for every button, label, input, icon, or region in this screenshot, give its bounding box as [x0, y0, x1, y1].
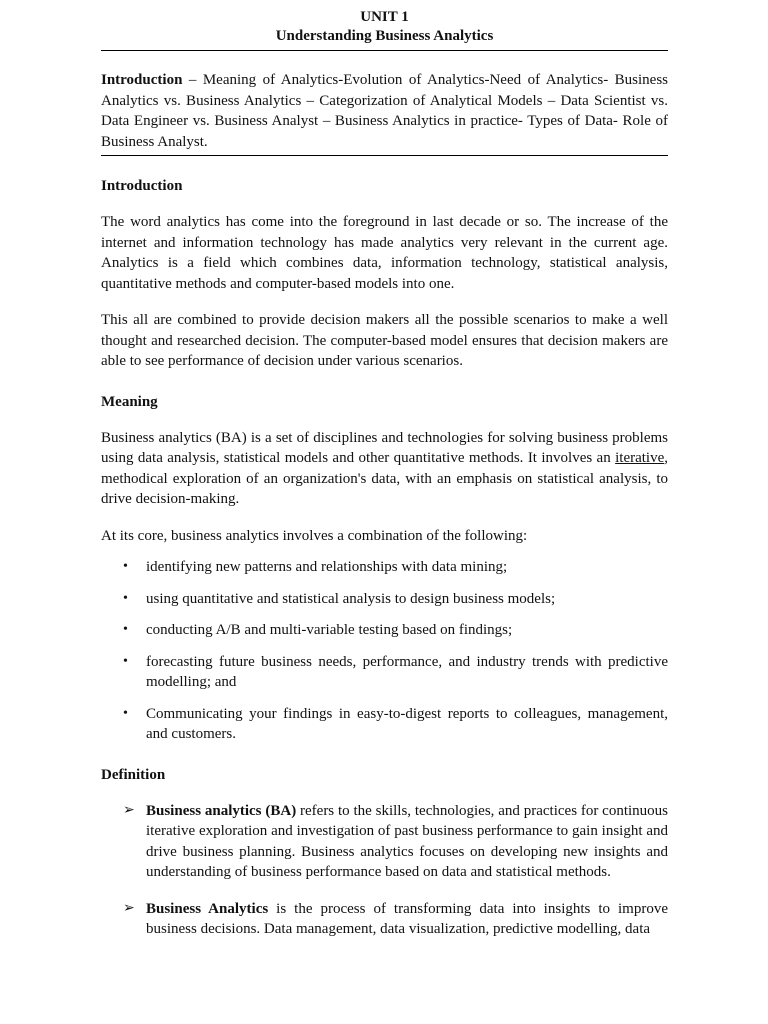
arrow-bullet-icon: ➢: [123, 802, 135, 818]
definition-heading: Definition: [101, 766, 166, 783]
meaning-text-after: , methodical exploration of an organization's data, with an emphasis on statistical analysis, to drive decision-making.: [101, 450, 668, 507]
synopsis-text: – Meaning of Analytics-Evolution of Analytics-Need of Analytics- Business Analytics vs. Business Analytics – Categorization of Analytical Models – Data Scientist vs. Data Engineer vs. Business Analyst – Business Analytics in practice- Types of Data- Role of Business Analyst.: [101, 72, 668, 150]
analytics-components-list: [101, 557, 668, 745]
list-item-text: conducting A/B and multi-variable testing based on findings;: [146, 622, 513, 638]
list-item-text: forecasting future business needs, performance, and industry trends with predictive modelling; and: [146, 653, 668, 690]
bullet-icon: •: [123, 622, 128, 637]
meaning-paragraph-2: At its core, business analytics involves a combination of the following:: [101, 527, 528, 544]
list-item-text: identifying new patterns and relationships with data mining;: [146, 559, 508, 575]
unit-label: UNIT 1: [360, 9, 409, 25]
definition-term: Business Analytics: [146, 900, 269, 917]
unit-synopsis: [101, 70, 668, 152]
list-item: [101, 589, 668, 610]
definition-item: [101, 899, 668, 940]
list-item: [101, 620, 668, 641]
arrow-bullet-icon: ➢: [123, 900, 135, 916]
definition-item: [101, 801, 668, 883]
definition-list: [101, 801, 668, 940]
meaning-paragraph-1: [101, 428, 668, 510]
list-item: [101, 557, 668, 578]
bullet-icon: •: [123, 590, 128, 606]
bullet-icon: •: [123, 653, 128, 669]
definition-text: is the process of transforming data into insights to improve business decisions. Data management, data visualization, predictive modelling, data: [146, 900, 668, 937]
introduction-heading: Introduction: [101, 178, 183, 194]
iterative-link[interactable]: iterative: [615, 450, 665, 466]
list-item-text: Communicating your findings in easy-to-digest reports to colleagues, management, and customers.: [146, 705, 668, 742]
introduction-paragraph-1: The word analytics has come into the foreground in last decade or so. The increase of the internet and information technology has made analytics very relevant in the current age. Analytics is a field which combines data, information technology, statistical analysis, quantitative methods and computer-based models into one.: [101, 214, 668, 292]
list-item: [101, 704, 668, 745]
bullet-icon: •: [123, 559, 128, 574]
definition-term: Business analytics: [146, 802, 262, 819]
list-item-text: using quantitative and statistical analysis to design business models;: [146, 590, 556, 607]
definition-abbr: (BA): [265, 802, 297, 819]
list-item: [101, 652, 668, 693]
document-page: [101, 8, 668, 940]
synopsis-lead: Introduction: [101, 72, 183, 88]
introduction-paragraph-2: This all are combined to provide decision makers all the possible scenarios to make a well thought and researched decision. The computer-based model ensures that decision makers are able to see performance of decision under various scenarios.: [101, 312, 668, 369]
definition-text: refers to the skills, technologies, and practices for continuous iterative exploration and investigation of past business performance to gain insight and drive business planning. Business analytics focuses on developing new insights and understanding of business performance based on data and statistical methods.: [146, 802, 668, 880]
synopsis-rule: [101, 155, 668, 156]
header-rule: [101, 50, 668, 51]
meaning-text-before: Business analytics (BA) is a set of disciplines and technologies for solving business problems using data analysis, statistical models and other quantitative methods. It involves an: [101, 429, 668, 466]
unit-title: Understanding Business Analytics: [275, 28, 494, 44]
bullet-icon: •: [123, 705, 128, 721]
meaning-heading: Meaning: [101, 393, 158, 410]
